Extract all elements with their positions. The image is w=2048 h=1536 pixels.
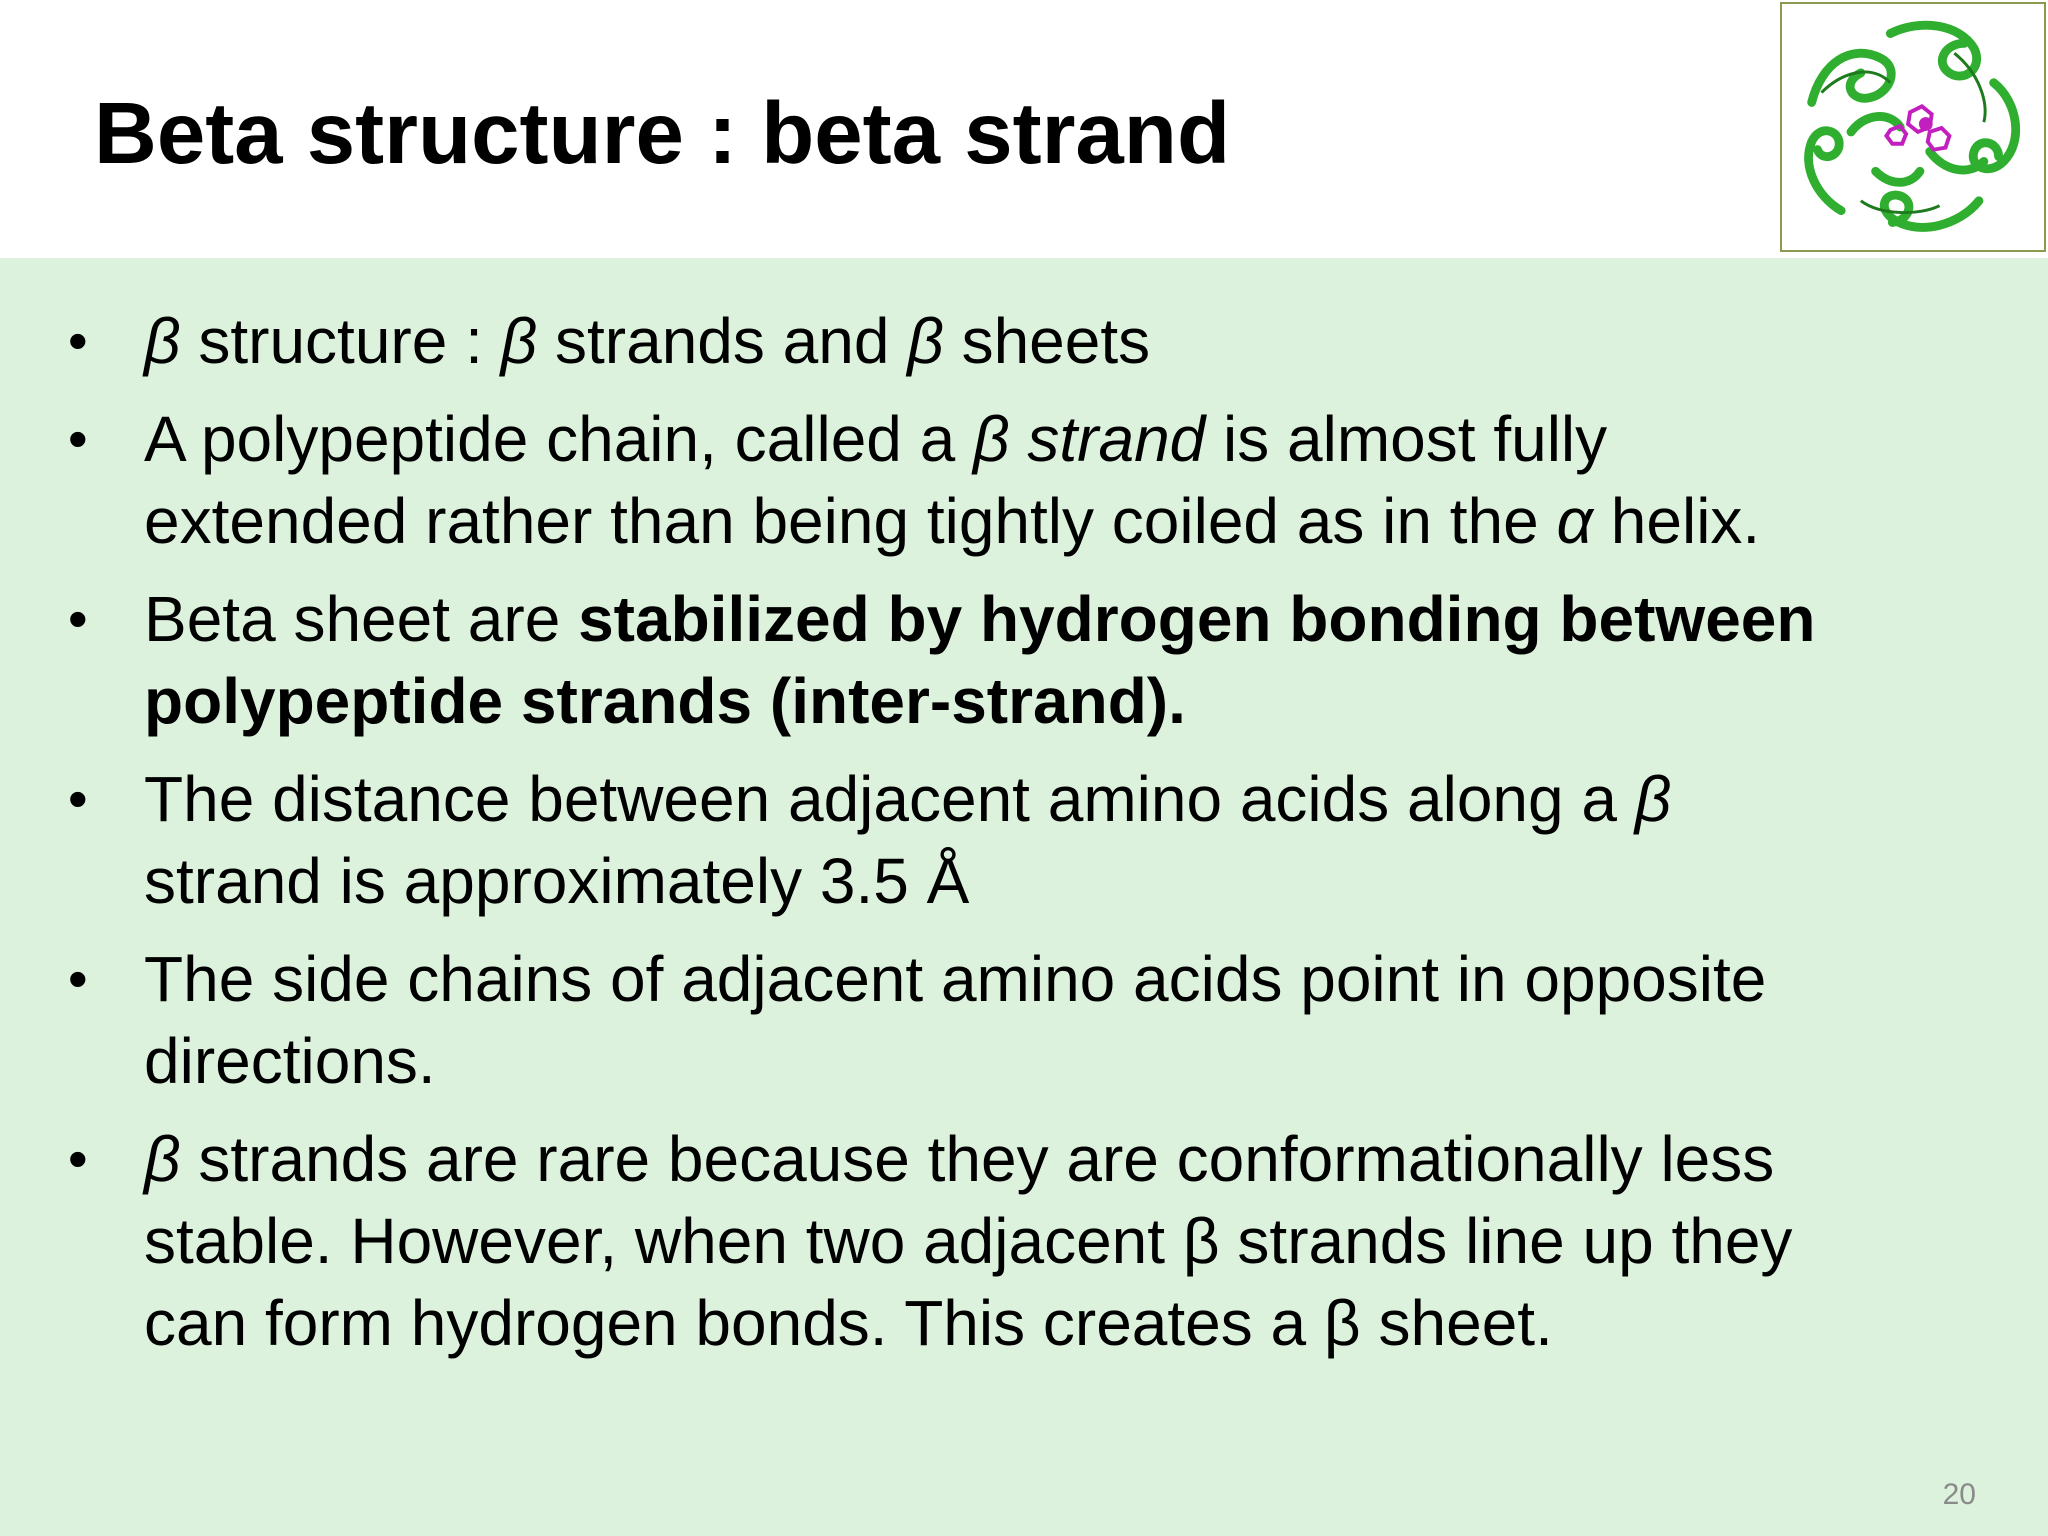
text-run: extended rather than being tightly coiled as in the — [144, 485, 1557, 557]
bullet-marker: • — [68, 407, 88, 470]
text-run: directions. — [144, 1025, 436, 1097]
text-run: is almost fully — [1205, 403, 1608, 475]
text-run: A polypeptide chain, called a — [144, 403, 974, 475]
text-run: β — [144, 305, 181, 377]
bullet-line — [144, 938, 1960, 1020]
text-run: structure : — [180, 305, 501, 377]
text-run: β — [907, 305, 944, 377]
bullet-item — [0, 398, 2000, 562]
bullet-item — [0, 300, 2000, 382]
text-run: polypeptide strands (inter-strand). — [144, 665, 1186, 737]
text-run: strands are rare because they are conformationally less — [180, 1123, 1775, 1195]
page-number: 20 — [1942, 1478, 1976, 1511]
text-run: sheets — [943, 305, 1151, 377]
bullet-marker: • — [68, 1127, 88, 1190]
bullet-line — [144, 578, 1960, 660]
bullet-line — [144, 480, 1960, 562]
text-run: stable. However, when two adjacent β strands line up they — [144, 1205, 1793, 1277]
bullet-line — [144, 1118, 1960, 1200]
text-run: The side chains of adjacent amino acids point in opposite — [144, 943, 1767, 1015]
slide-title: Beta structure : beta strand — [94, 85, 1231, 182]
bullet-line — [144, 660, 1960, 742]
bullet-line — [144, 758, 1960, 840]
bullet-line — [144, 398, 1960, 480]
bullet-line — [144, 300, 1960, 382]
text-run: β strand — [973, 403, 1206, 475]
text-run: can form hydrogen bonds. This creates a β sheet. — [144, 1287, 1553, 1359]
text-run: strands and — [537, 305, 908, 377]
bullet-marker: • — [68, 767, 88, 830]
text-run: helix. — [1593, 485, 1761, 557]
bullet-marker: • — [68, 947, 88, 1010]
bullet-item — [0, 758, 2000, 922]
text-run: α — [1556, 485, 1593, 557]
slide-header — [0, 0, 2048, 258]
bullet-list — [0, 300, 2000, 1380]
bullet-item — [0, 1118, 2000, 1364]
bullet-line — [144, 1020, 1960, 1102]
bullet-line — [144, 840, 1960, 922]
text-run: The distance between adjacent amino acids along a — [144, 763, 1635, 835]
text-run: Beta sheet are — [144, 583, 579, 655]
bullet-marker: • — [68, 309, 88, 372]
bullet-item — [0, 578, 2000, 742]
bullet-item — [0, 938, 2000, 1102]
text-run: β — [144, 1123, 181, 1195]
bullet-marker: • — [68, 587, 88, 650]
protein-ribbon-structure-icon — [1780, 2, 2046, 252]
text-run: β — [1634, 763, 1672, 835]
bullet-line — [144, 1282, 1960, 1364]
text-run: β — [500, 305, 538, 377]
text-run: stabilized by hydrogen bonding between — [578, 583, 1816, 655]
slide-body — [0, 258, 2048, 1536]
text-run: strand is approximately 3.5 Å — [144, 845, 970, 917]
bullet-line — [144, 1200, 1960, 1282]
